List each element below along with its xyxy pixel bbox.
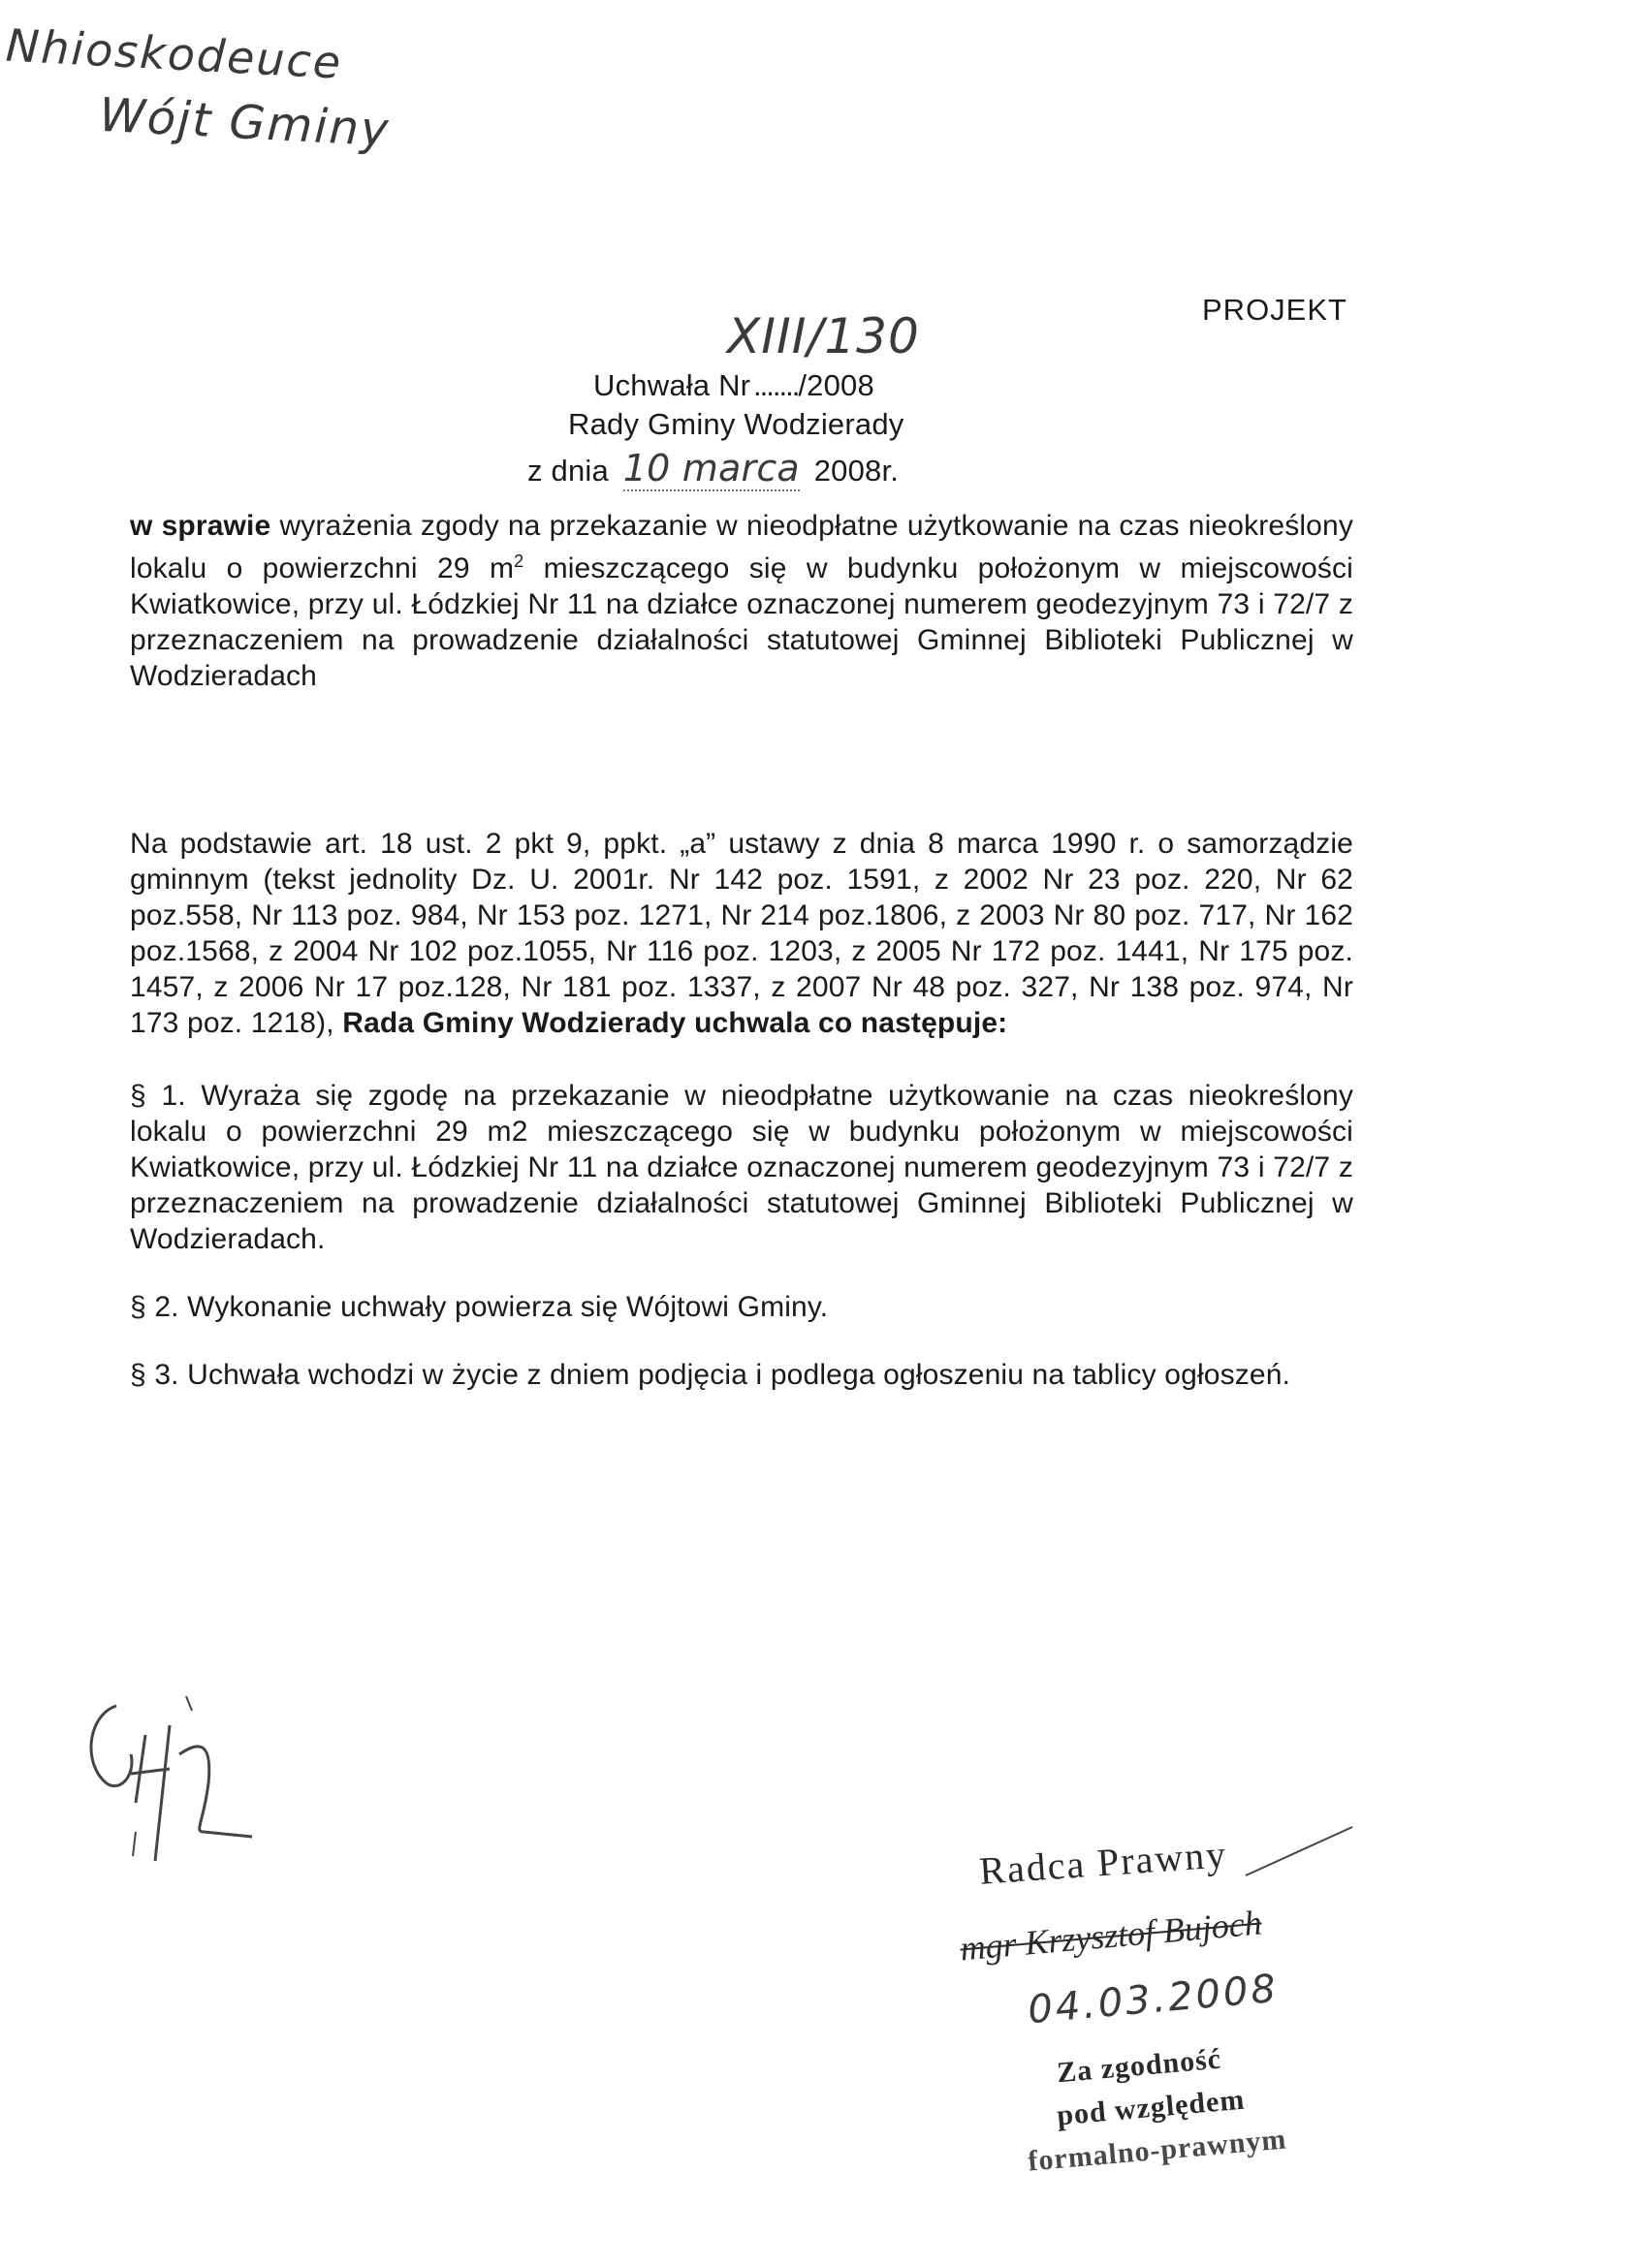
- date-prefix: z dnia: [527, 454, 609, 488]
- date-line: [527, 447, 899, 489]
- resolution-dots: .......: [753, 368, 799, 402]
- legal-basis-text: Na podstawie art. 18 ust. 2 pkt 9, ppkt. „a” ustawy z dnia 8 marca 1990 r. o samorządzie gminnym (tekst jednolity Dz. U. 2001r. Nr 142 poz. 1591, z 2002 Nr 23 poz. 220, Nr 62 poz.558, Nr 113 poz. 984, Nr 153 poz. 1271, Nr 214 poz.1806, z 2003 Nr 80 poz. 717, Nr 162 poz.1568, z 2004 Nr 102 poz.1055, Nr 116 poz. 1203, z 2005 Nr 172 poz. 1441, Nr 175 poz. 1457, z 2006 Nr 17 poz.128, Nr 181 poz. 1337, z 2007 Nr 48 poz. 327, Nr 138 poz. 974, Nr 173 poz. 1218),: [130, 828, 1353, 1039]
- resolution-handwritten-number: XIII/130: [727, 308, 920, 364]
- annotation-line-2: Wójt Gminy: [97, 87, 392, 158]
- subject-text-part2: mieszczącego się w budynku położonym w miejscowości Kwiatkowice, przy ul. Łódzkiej Nr 11 na działce oznaczonej numerem geodezyjnym 73 i 72/7 z przeznaczeniem na prowadzenie działalności statutowej Gminnej Biblioteki Publicznej w Wodzieradach: [130, 552, 1353, 692]
- stamp-diagonal-stroke: [1241, 1822, 1357, 1880]
- subject-superscript: 2: [514, 551, 524, 571]
- resolution-subject: [130, 508, 1353, 694]
- resolution-suffix: /2008: [798, 368, 874, 402]
- resolution-prefix: Uchwała Nr: [593, 368, 751, 402]
- issuer-line: Rady Gminy Wodzierady: [568, 407, 904, 441]
- stamp-line-2: pod względem: [1055, 2083, 1247, 2132]
- resolution-number-line: [593, 368, 874, 403]
- date-suffix: 2008r.: [813, 454, 900, 488]
- stamp-date-handwritten: 04.03.2008: [1026, 1966, 1281, 2033]
- paragraph-2: § 2. Wykonanie uchwały powierza się Wójtowi Gminy.: [130, 1291, 829, 1323]
- paragraph-3: § 3. Uchwała wchodzi w życie z dniem podjęcia i podlega ogłoszeniu na tablicy ogłoszeń.: [130, 1359, 1291, 1391]
- subject-text-part1: wyrażenia zgody na przekazanie w nieodpłatne użytkowanie na czas nieokreślony lokalu o powierzchni 29 m: [130, 510, 1353, 584]
- status-label: PROJEKT: [1202, 293, 1347, 327]
- legal-counsel-stamp: [960, 1822, 1367, 2229]
- subject-lead: w sprawie: [130, 510, 271, 542]
- annotation-line-1: Nhioskodeuce: [4, 18, 344, 89]
- paragraph-1: § 1. Wyraża się zgodę na przekazanie w nieodpłatne użytkowanie na czas nieokreślony lokalu o powierzchni 29 m2 mieszczącego się w budynku położonym w miejscowości Kwiatkowice, przy ul. Łódzkiej Nr 11 na działce oznaczonej numerem geodezyjnym 73 i 72/7 z przeznaczeniem na prowadzenie działalności statutowej Gminnej Biblioteki Publicznej w Wodzieradach.: [130, 1080, 1353, 1255]
- legal-basis-conclusion: Rada Gminy Wodzierady uchwala co następuje:: [342, 1007, 1008, 1039]
- stamp-line-1: Za zgodność: [1055, 2042, 1223, 2090]
- legal-basis: [130, 826, 1353, 1041]
- initials-signature: [78, 1686, 271, 1871]
- stamp-name: mgr Krzysztof Bujoch: [958, 1903, 1264, 1969]
- date-handwritten: 10 marca: [622, 447, 800, 489]
- handwritten-annotation: [1, 19, 395, 158]
- stamp-line-3: formalno-prawnym: [1027, 2123, 1288, 2178]
- stamp-title: Radca Prawny: [977, 1832, 1229, 1893]
